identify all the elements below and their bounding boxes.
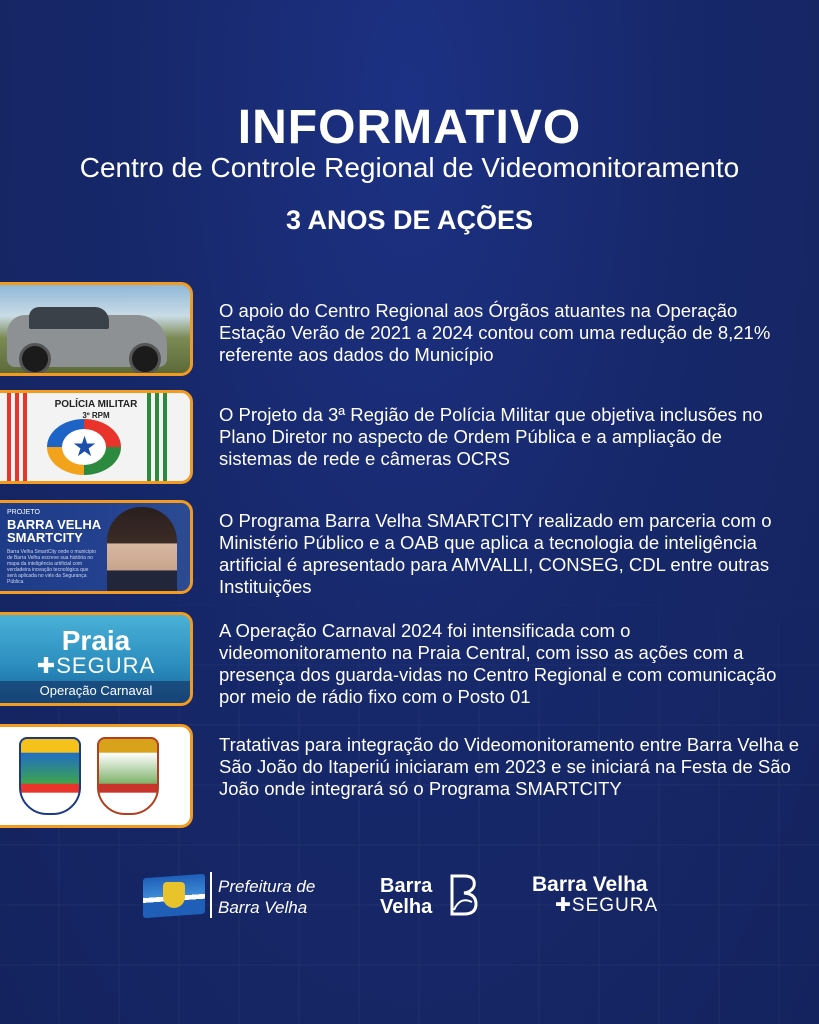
pm-label xyxy=(0,399,193,421)
carnaval-label: Operação Carnaval xyxy=(39,683,153,698)
car-window xyxy=(29,307,109,329)
bv-line-1: Barra xyxy=(380,875,433,897)
prefeitura-logo-text xyxy=(218,876,315,918)
city-crests xyxy=(0,724,193,828)
page-subtitle: Centro de Controle Regional de Videomonitoramento xyxy=(79,152,740,183)
logo-icon xyxy=(29,592,49,594)
policia-militar-photo xyxy=(0,390,193,484)
info-text-2: O Projeto da 3ª Região de Polícia Militar que objetiva inclusões no Plano Diretor no aspecto de Ordem Pública e a ampliação de sistemas de rede e câmeras OCRS xyxy=(219,404,763,469)
partner-logos xyxy=(5,585,135,593)
page-title: INFORMATIVO xyxy=(237,101,582,154)
car-wheel xyxy=(129,343,161,375)
barra-velha-segura-title: Barra Velha xyxy=(532,873,648,896)
praia-segura-banner xyxy=(0,612,193,706)
barra-velha-crest-icon xyxy=(19,737,81,815)
smartcity-label-small: PROJETO xyxy=(7,509,40,516)
woman-photo xyxy=(107,507,177,594)
smartcity-body: Barra Velha SmartCity onde o município de Barra Velha escreve sua história no mapa da inteligência artificial com verdadeira inovação tecnológica que será aplicada no viés da Segurança Pública xyxy=(7,549,96,585)
logo-icon xyxy=(77,592,97,594)
car-wheel xyxy=(19,343,51,375)
smartcity-banner xyxy=(0,500,193,594)
info-text-1: O apoio do Centro Regional aos Órgãos atuantes na Operação Estação Verão de 2021 a 2024 contou com uma redução de 8,21% referente aos dados do Município xyxy=(219,300,771,365)
barra-velha-segura-sub: ✚SEGURA xyxy=(555,895,659,916)
info-text-4: A Operação Carnaval 2024 foi intensificada com o videomonitoramento na Praia Central, com isso as ações com a presença dos guarda-vidas no Centro Regional e com comunicação por meio de rádio fixo com o Posto 01 xyxy=(219,620,777,707)
barra-velha-b-icon xyxy=(446,872,480,916)
pm-label-line-2: 3º RPM xyxy=(82,411,110,420)
barra-velha-logo-text xyxy=(380,876,432,918)
footer-logos xyxy=(0,868,819,928)
smartcity-title xyxy=(7,518,101,544)
info-text-5: Tratativas para integração do Videomonitoramento entre Barra Velha e São João do Itaperiú iniciaram em 2023 e se iniciará na Festa de São João onde integrará só o Programa SMARTCITY xyxy=(219,734,800,799)
prefeitura-line-1: Prefeitura de xyxy=(218,877,316,896)
sao-joao-itaperiu-crest-icon xyxy=(97,737,159,815)
police-car-photo xyxy=(0,282,193,376)
star-icon: ★ xyxy=(72,431,98,462)
logo-icon xyxy=(53,592,73,594)
segura-title: ✚SEGURA xyxy=(36,653,156,678)
info-text-3: O Programa Barra Velha SMARTCITY realizado em parceria com o Ministério Público e a OAB que aplica a tecnologia de inteligência artificial é apresentado para AMVALLI, CONSEG, CDL entre outras Instituições xyxy=(219,510,772,597)
logo-icon xyxy=(5,592,25,594)
pm-label-line-1: POLÍCIA MILITAR xyxy=(54,399,138,410)
flag-crest-icon xyxy=(163,882,185,908)
smartcity-title-line-1: BARRA VELHA xyxy=(7,517,102,532)
logo-divider xyxy=(210,872,212,918)
smartcity-title-line-2: SMARTCITY xyxy=(7,530,83,545)
bv-line-2: Velha xyxy=(380,896,433,918)
page-tagline: 3 ANOS DE AÇÕES xyxy=(285,205,534,235)
prefeitura-line-2: Barra Velha xyxy=(218,898,308,917)
praia-title: Praia xyxy=(61,625,131,656)
